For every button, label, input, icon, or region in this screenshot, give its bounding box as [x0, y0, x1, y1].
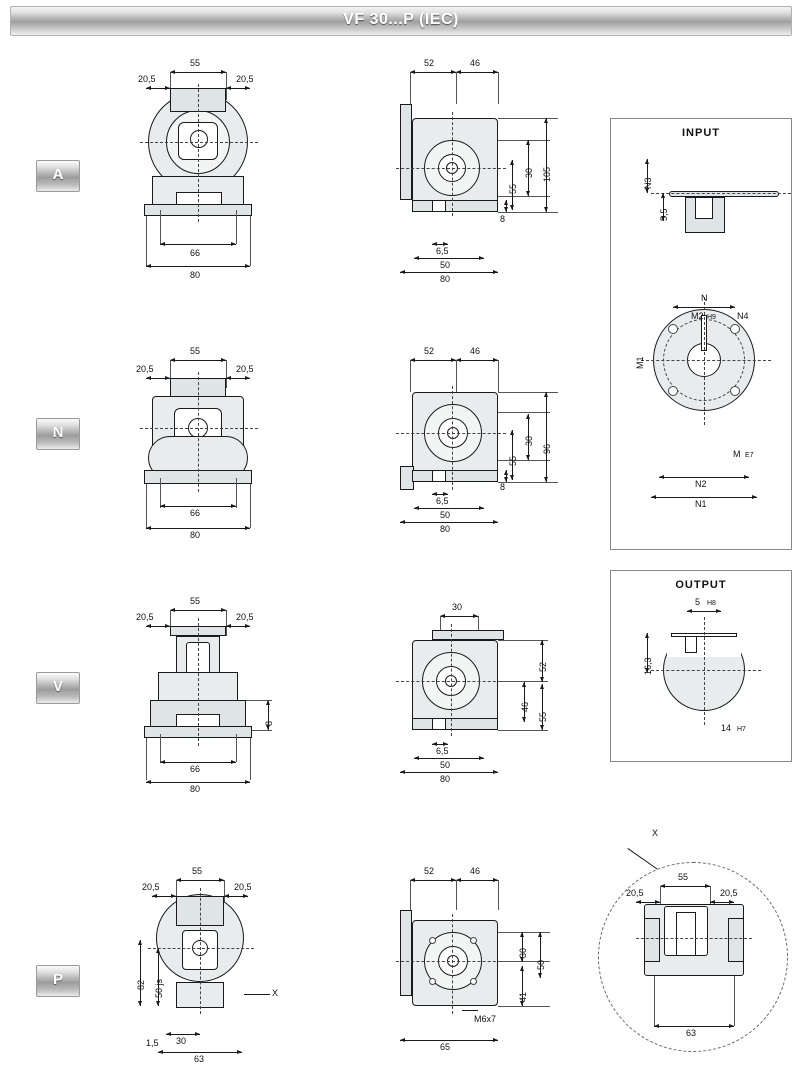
dim-line-205-right-p: [224, 896, 248, 897]
dim-m-tol: E7: [745, 452, 754, 459]
row-label-n[interactable]: [36, 418, 80, 450]
dim-30-a: 30: [524, 167, 534, 178]
dim-line-50-n: [414, 508, 484, 509]
dim-line-65-a: [432, 244, 448, 245]
dim-55-v: 55: [190, 596, 201, 606]
dim-52-v: 52: [538, 661, 548, 672]
dim-55-a: 55: [190, 58, 201, 68]
dim-line-66-n: [160, 506, 236, 507]
dim-52-n: 52: [424, 346, 435, 356]
dim-m: M: [733, 449, 741, 459]
dim-50-js: 50 js: [154, 978, 164, 998]
n-side-base: [412, 470, 498, 482]
dim-30-v: 30: [452, 602, 463, 612]
dim-46-p: 46: [470, 866, 481, 876]
input-bolt-hole-4: [730, 386, 740, 396]
dim-line-46-p: [456, 880, 498, 881]
dim-80-v: 80: [190, 784, 201, 794]
gearbox-bore-a: [190, 130, 208, 148]
dim-line-205-right-n: [226, 378, 250, 379]
dim-205-right-n: 20,5: [236, 364, 254, 374]
v-side-base-slot: [432, 718, 446, 730]
side-base-a: [412, 200, 498, 212]
input-hub-bore: [695, 197, 713, 219]
dim-line-80-side-n: [400, 522, 498, 523]
dim-82: 82: [136, 979, 146, 990]
dim-n: N: [701, 293, 708, 303]
dim-line-105-a: [546, 118, 547, 212]
dim-line-30-p: [166, 1034, 200, 1035]
dim-line-46-a: [456, 72, 498, 73]
dim-line-55-v: [170, 610, 226, 611]
dim-line-66-a: [160, 244, 236, 245]
dim-50-v: 50: [440, 760, 451, 770]
dim-line-50-v: [414, 758, 484, 759]
dim-46-n: 46: [470, 346, 481, 356]
input-bolt-hole-1: [668, 324, 678, 334]
dim-line-205-left-v: [146, 626, 170, 627]
detail-x-label: X: [652, 828, 659, 838]
dim-line-80-side-v: [400, 772, 498, 773]
page-title: VF 30...P (IEC): [343, 11, 459, 28]
dim-line-96-n: [546, 392, 547, 482]
dim-line-n2: [659, 477, 749, 478]
dim-205-right-x: 20,5: [720, 888, 738, 898]
dim-205-left-v: 20,5: [136, 612, 154, 622]
side-flange-a: [400, 104, 412, 200]
dim-55-side-a: 55: [508, 183, 518, 194]
dim-line-205-left-n: [146, 378, 170, 379]
dim-5-tol: H8: [707, 600, 716, 607]
detail-x-bore: [676, 912, 696, 956]
output-keyway: [685, 637, 697, 653]
dim-205-left-p: 20,5: [142, 882, 160, 892]
dim-65-v: 6,5: [436, 746, 449, 756]
dim-m2: M2: [691, 311, 704, 321]
dim-205-left-a: 20,5: [138, 74, 156, 84]
p-bolt-3: [429, 978, 436, 985]
dim-line-65-v: [432, 744, 448, 745]
dim-line-50-p-side: [540, 932, 541, 978]
v-side-base: [412, 718, 498, 730]
dim-line-80-a: [146, 266, 250, 267]
dim-line-55-n: [170, 360, 226, 361]
input-panel: [610, 118, 792, 550]
v-side-top-plate: [432, 630, 504, 640]
dim-line-52-p: [410, 880, 456, 881]
dim-50-p-side: 50: [536, 959, 546, 970]
row-label-v[interactable]: [36, 672, 80, 704]
dim-m1: M1: [635, 356, 645, 369]
dim-8-a: 8: [500, 214, 506, 224]
p-bolt-2: [470, 937, 477, 944]
dim-55-x: 55: [678, 872, 689, 882]
dim-46-a: 46: [470, 58, 481, 68]
dim-line-30-v: [440, 616, 478, 617]
dim-65-a: 6,5: [436, 246, 449, 256]
dim-line-205-left-a: [146, 88, 170, 89]
output-panel: [610, 570, 792, 762]
dim-14-tol: H7: [737, 726, 746, 733]
dim-line-82: [140, 940, 141, 1006]
dim-line-46-n: [456, 360, 498, 361]
dim-line-205-right-a: [226, 88, 250, 89]
detail-x-left-flange: [644, 918, 660, 962]
dim-line-205-left-p: [152, 896, 176, 897]
dim-5: 5: [695, 597, 701, 607]
dim-line-8-n: [506, 470, 507, 482]
dim-80-side-v: 80: [440, 774, 451, 784]
dim-66-n: 66: [190, 508, 201, 518]
dim-line-n: [673, 307, 735, 308]
dim-205-right-v: 20,5: [236, 612, 254, 622]
dim-n1: N1: [695, 499, 707, 509]
dim-80-side-n: 80: [440, 524, 451, 534]
dim-line-n1: [651, 497, 757, 498]
row-label-a-text: A: [52, 166, 64, 183]
row-label-v-text: V: [52, 678, 63, 695]
dim-line-50-a: [414, 258, 484, 259]
dim-46-v: 46: [520, 701, 530, 712]
dim-66-v: 66: [190, 764, 201, 774]
dim-205-left-n: 20,5: [136, 364, 154, 374]
dim-80-a: 80: [190, 270, 201, 280]
dim-205-right-a: 20,5: [236, 74, 254, 84]
dim-50-a: 50: [440, 260, 451, 270]
dim-line-65-p: [400, 1040, 498, 1041]
dim-line-55-x: [660, 886, 710, 887]
dim-line-80-n: [146, 528, 250, 529]
dim-line-55-a: [170, 72, 226, 73]
dim-52-a: 52: [424, 58, 435, 68]
row-label-n-text: N: [52, 424, 64, 441]
row-label-a[interactable]: [36, 160, 80, 192]
dim-65-p: 65: [440, 1042, 451, 1052]
dim-63-p: 63: [194, 1054, 205, 1064]
dim-16-3: 16,3: [643, 657, 653, 675]
input-bolt-hole-2: [730, 324, 740, 334]
dim-line-52-n: [410, 360, 456, 361]
dim-65-n: 6,5: [436, 496, 449, 506]
dim-55-p: 55: [192, 866, 203, 876]
side-base-slot-a: [432, 200, 446, 212]
dim-line-52-a: [410, 72, 456, 73]
dim-line-80-v: [146, 782, 250, 783]
dim-205-left-x: 20,5: [626, 888, 644, 898]
dim-x-marker-p: X: [272, 988, 279, 998]
dim-30-p-side: 30: [518, 947, 528, 958]
dim-line-205-right-x: [710, 902, 734, 903]
dim-30-n: 30: [524, 435, 534, 446]
row-label-p-text: P: [52, 971, 63, 988]
dim-m2-tol: H9: [707, 314, 716, 321]
dim-14: 14: [721, 723, 732, 733]
p-side-flange: [400, 910, 412, 996]
dim-50-n: 50: [440, 510, 451, 520]
dim-line-63-p: [158, 1052, 242, 1053]
dim-n4: N4: [737, 311, 749, 321]
output-panel-title: OUTPUT: [675, 579, 727, 591]
dim-30-p: 30: [176, 1036, 187, 1046]
dim-line-55-v-side: [542, 684, 543, 730]
dim-8-v: 8: [264, 720, 274, 726]
dim-8-n: 8: [500, 482, 506, 492]
dim-105-a: 105: [542, 166, 552, 182]
dim-line-205-right-v: [226, 626, 250, 627]
row-label-p[interactable]: [36, 965, 80, 997]
dim-n2: N2: [695, 479, 707, 489]
dim-line-8-a: [506, 200, 507, 212]
dim-line-80-side-a: [400, 272, 498, 273]
dim-41-p: 41: [518, 991, 528, 1002]
dim-55-n: 55: [190, 346, 201, 356]
dim-n3: N3: [643, 177, 653, 189]
dim-80-n: 80: [190, 530, 201, 540]
dim-52-p: 52: [424, 866, 435, 876]
dim-m6x7-p: M6x7: [474, 1014, 497, 1024]
dim-line-5h8: [687, 611, 721, 612]
input-panel-title: INPUT: [682, 127, 720, 139]
dim-line-205-left-x: [636, 902, 660, 903]
dim-205-right-p: 20,5: [234, 882, 252, 892]
dim-63-x: 63: [686, 1028, 697, 1038]
p-bolt-4: [470, 978, 477, 985]
dim-66-a: 66: [190, 248, 201, 258]
input-bolt-hole-3: [668, 386, 678, 396]
dim-55-v-side: 55: [538, 711, 548, 722]
n-side-base-slot: [432, 470, 446, 482]
dim-96-n: 96: [542, 443, 552, 454]
dim-5-5: 5,5: [659, 208, 669, 221]
dim-line-65-n: [432, 494, 448, 495]
dim-line-66-v: [160, 762, 236, 763]
dim-80-side-a: 80: [440, 274, 451, 284]
detail-x-right-flange: [728, 918, 744, 962]
dim-line-63-x: [654, 1026, 734, 1027]
page-title-bar: [10, 6, 792, 36]
dim-55-side-n: 55: [508, 455, 518, 466]
p-bolt-1: [429, 937, 436, 944]
dim-1-5: 1,5: [146, 1038, 159, 1048]
dim-line-55-p: [176, 880, 224, 881]
